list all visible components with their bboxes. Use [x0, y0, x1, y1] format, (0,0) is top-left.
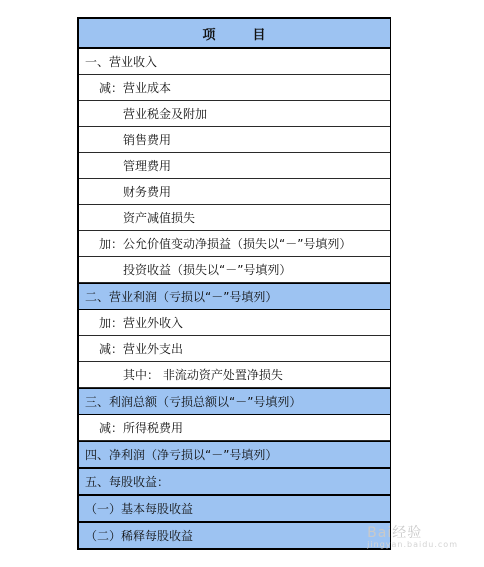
watermark — [367, 522, 458, 549]
row-investment-income: 投资收益（损失以“－”号填列） — [79, 257, 390, 283]
row-business-tax: 营业税金及附加 — [79, 101, 390, 127]
income-statement-table — [77, 17, 391, 550]
row-operating-revenue: 一、营业收入 — [79, 49, 390, 75]
row-eps: 五、每股收益： — [79, 468, 390, 495]
table-header — [79, 17, 390, 49]
row-non-operating-expense: 减：营业外支出 — [79, 336, 390, 362]
row-diluted-eps: （二）稀释每股收益 — [79, 522, 390, 548]
header-char-1: 项 — [202, 27, 217, 43]
row-impairment-loss: 资产减值损失 — [79, 205, 390, 231]
row-disposal-loss: 其中： 非流动资产处置净损失 — [79, 362, 390, 388]
watermark-sub: jingyan.baidu.com — [367, 540, 458, 549]
row-income-tax: 减：所得税费用 — [79, 415, 390, 441]
row-basic-eps: （一）基本每股收益 — [79, 495, 390, 522]
row-net-profit: 四、净利润（净亏损以“－”号填列） — [79, 441, 390, 468]
row-non-operating-income: 加：营业外收入 — [79, 310, 390, 336]
row-financial-expense: 财务费用 — [79, 179, 390, 205]
watermark-text: Bai经验 — [367, 525, 423, 541]
row-fair-value-change: 加：公允价值变动净损益（损失以“－”号填列） — [79, 231, 390, 257]
row-admin-expense: 管理费用 — [79, 153, 390, 179]
row-operating-cost: 减：营业成本 — [79, 75, 390, 101]
row-total-profit: 三、利润总额（亏损总额以“－”号填列） — [79, 388, 390, 415]
row-operating-profit: 二、营业利润（亏损以“－”号填列） — [79, 283, 390, 310]
header-char-2: 目 — [252, 27, 267, 43]
row-selling-expense: 销售费用 — [79, 127, 390, 153]
